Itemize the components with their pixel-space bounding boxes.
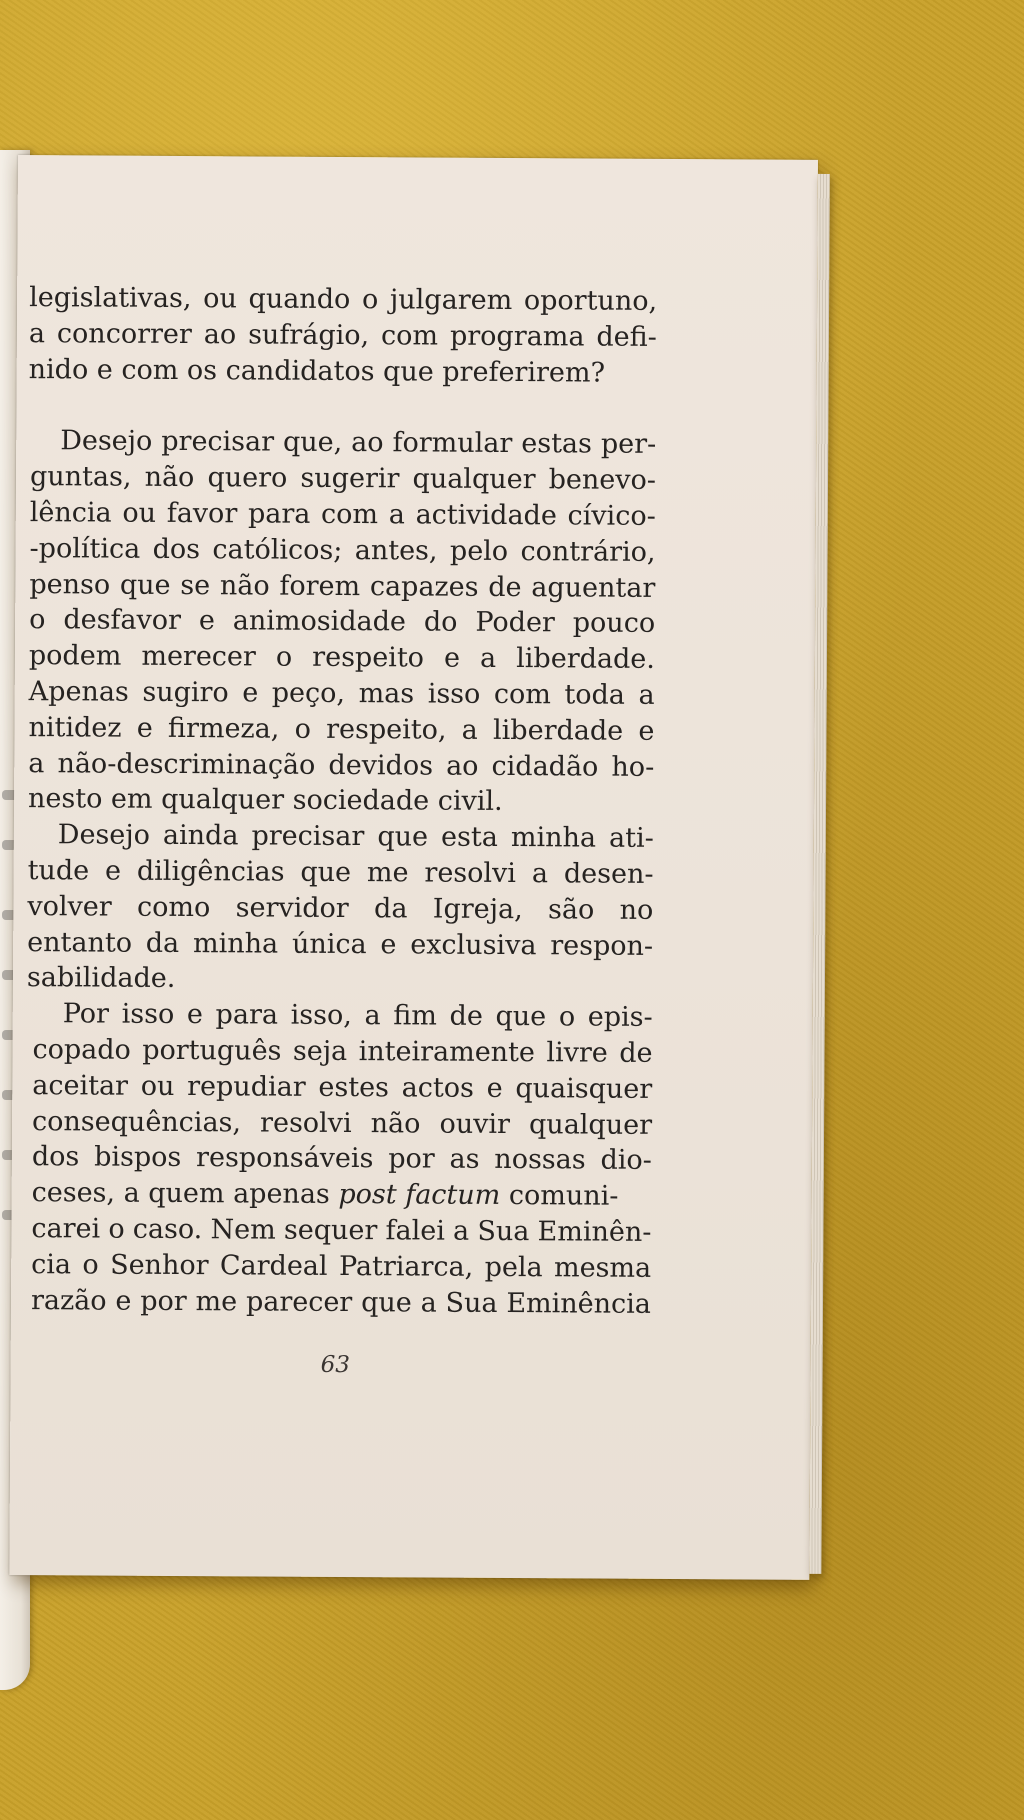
text-line: Desejo ainda precisar que esta minha ati-: [57, 819, 654, 855]
text-line: aceitar ou repudiar estes actos e quaisquer: [32, 1069, 653, 1105]
text-line: penso que se não forem capazes de aguentar: [29, 568, 656, 604]
page-text: [11, 280, 657, 1322]
text-line: Desejo precisar que, ao formular estas per-: [60, 425, 657, 461]
text-line: carei o caso. Nem sequer falei a Sua Eminên-: [31, 1213, 652, 1248]
text-line: a não-descriminação devidos ao cidadão ho-: [28, 747, 655, 783]
text-line: volver como servidor da Igreja, são no: [27, 890, 654, 926]
text-line: sabilidade.: [26, 962, 176, 995]
text-line: guntas, não quero sugerir qualquer benevo-: [29, 461, 657, 497]
text-line: ceses, a quem apenas post factum comuni-: [31, 1177, 619, 1212]
text-line: copado português seja inteiramente livre de: [32, 1034, 653, 1069]
text-line: razão e por me parecer que a Sua Eminência: [30, 1284, 652, 1320]
text-line: a concorrer ao sufrágio, com programa defi-: [28, 317, 657, 353]
text-line: podem merecer o respeito e a liberdade.: [28, 640, 655, 676]
text-line: tude e diligências que me resolvi a desen-: [27, 855, 654, 890]
page-number: 63: [320, 1351, 350, 1379]
text-line: nido e com os candidatos que preferirem?: [28, 353, 606, 389]
text-line: cia o Senhor Cardeal Patriarca, pela mesma: [31, 1248, 652, 1284]
text-line: consequências, resolvi não ouvir qualquer: [32, 1105, 653, 1141]
text-line: Por isso e para isso, a fim de que o epis-: [62, 998, 653, 1034]
book-page: [9, 155, 818, 1580]
text-line: nesto em qualquer sociedade civil.: [27, 783, 503, 818]
text-line: o desfavor e animosidade do Poder pouco: [29, 604, 656, 640]
text-line: nitidez e firmeza, o respeito, a liberdade e: [28, 711, 655, 747]
text-line: Apenas sugiro e peço, mas isso com toda a: [28, 676, 655, 711]
text-line: legislativas, ou quando o julgarem oportuno,: [29, 282, 658, 317]
text-line: dos bispos responsáveis por as nossas dio-: [31, 1141, 652, 1177]
text-line: lência ou favor para com a actividade cívico-: [29, 497, 656, 532]
text-line: entanto da minha única e exclusiva respon-: [27, 926, 654, 962]
text-line: -política dos católicos; antes, pelo contrário,: [29, 532, 656, 568]
